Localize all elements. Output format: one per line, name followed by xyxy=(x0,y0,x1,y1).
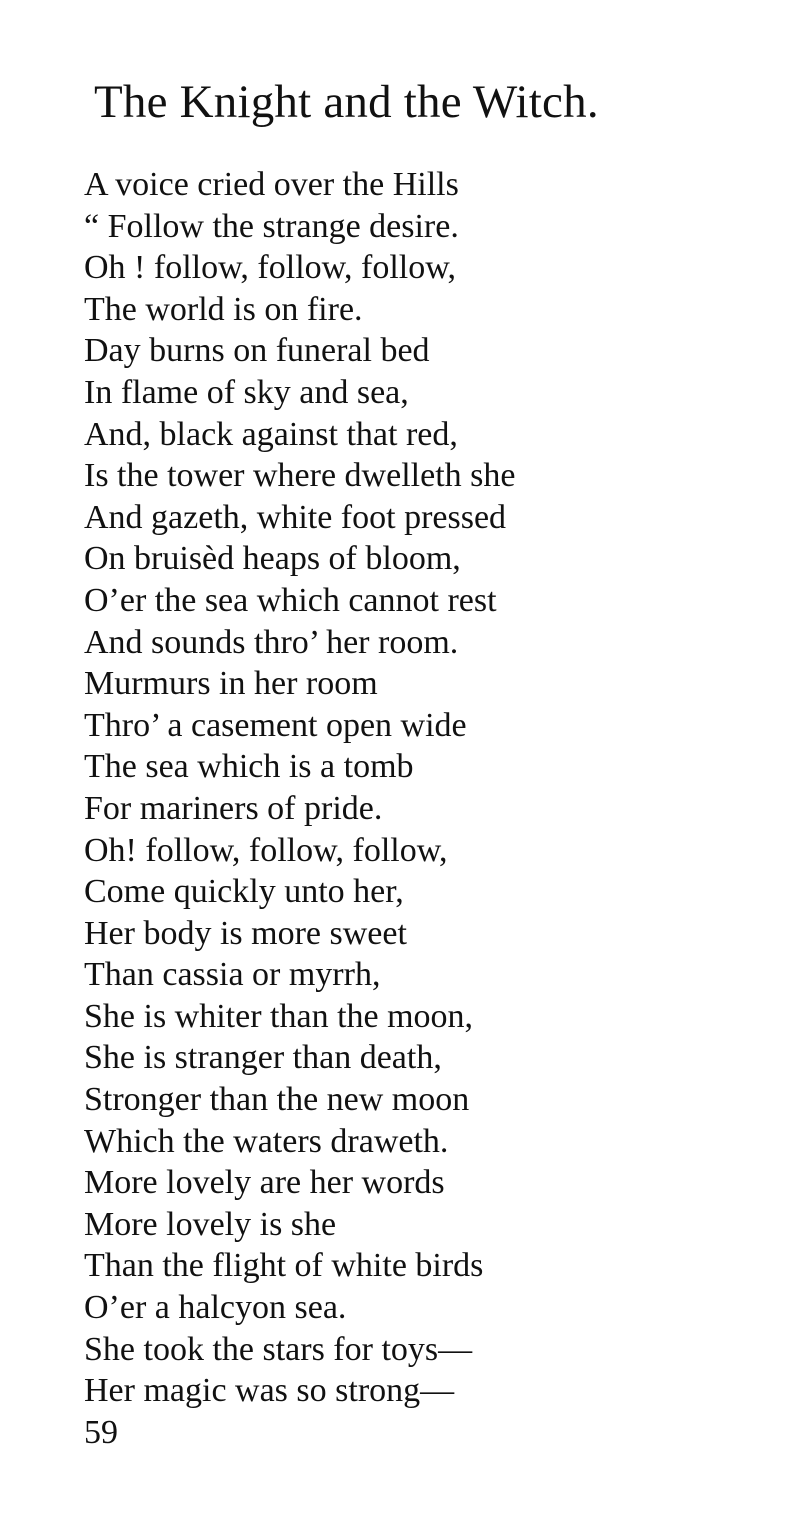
poem-line: O’er the sea which cannot rest xyxy=(84,581,497,619)
poem-line: Day burns on funeral bed xyxy=(84,332,430,370)
poem-title: The Knight and the Witch. xyxy=(94,76,599,128)
poem-line: Than the flight of white birds xyxy=(84,1247,484,1285)
poem-line: Her magic was so strong— xyxy=(84,1372,455,1410)
poem-line: Which the waters draweth. xyxy=(84,1122,449,1160)
poem-line: Her body is more sweet xyxy=(84,914,407,952)
poem-line: “ Follow the strange desire. xyxy=(84,207,459,245)
poem-line: And gazeth, white foot pressed xyxy=(84,498,507,536)
poem-line: More lovely is she xyxy=(84,1205,337,1243)
poem-line: She took the stars for toys— xyxy=(84,1330,473,1368)
poem-line: Come quickly unto her, xyxy=(84,873,404,911)
poem-line: On bruisèd heaps of bloom, xyxy=(84,540,461,578)
poem-line: Oh! follow, follow, follow, xyxy=(84,831,448,869)
poem-line: Thro’ a casement open wide xyxy=(84,706,467,744)
poem-line: The sea which is a tomb xyxy=(84,748,414,786)
poem-line: Is the tower where dwelleth she xyxy=(84,457,516,495)
poem-line: The world is on fire. xyxy=(84,290,363,328)
poem-line: Oh ! follow, follow, follow, xyxy=(84,249,457,287)
poem-line: And sounds thro’ her room. xyxy=(84,623,459,661)
poem-line: Murmurs in her room xyxy=(84,665,378,703)
poem-line: A voice cried over the Hills xyxy=(84,166,459,203)
poem-line: She is whiter than the moon, xyxy=(84,997,474,1035)
poem-body xyxy=(84,164,784,1412)
poem-line: In flame of sky and sea, xyxy=(84,373,409,411)
poem-line: And, black against that red, xyxy=(84,415,458,453)
poem-line: For mariners of pride. xyxy=(84,789,383,827)
poem-line: Stronger than the new moon xyxy=(84,1081,470,1119)
poem-line: More lovely are her words xyxy=(84,1164,445,1202)
page-number: 59 xyxy=(84,1414,118,1451)
poem-line: O’er a halcyon sea. xyxy=(84,1289,347,1327)
poem-line: She is stranger than death, xyxy=(84,1039,442,1077)
poem-line: Than cassia or myrrh, xyxy=(84,956,381,994)
